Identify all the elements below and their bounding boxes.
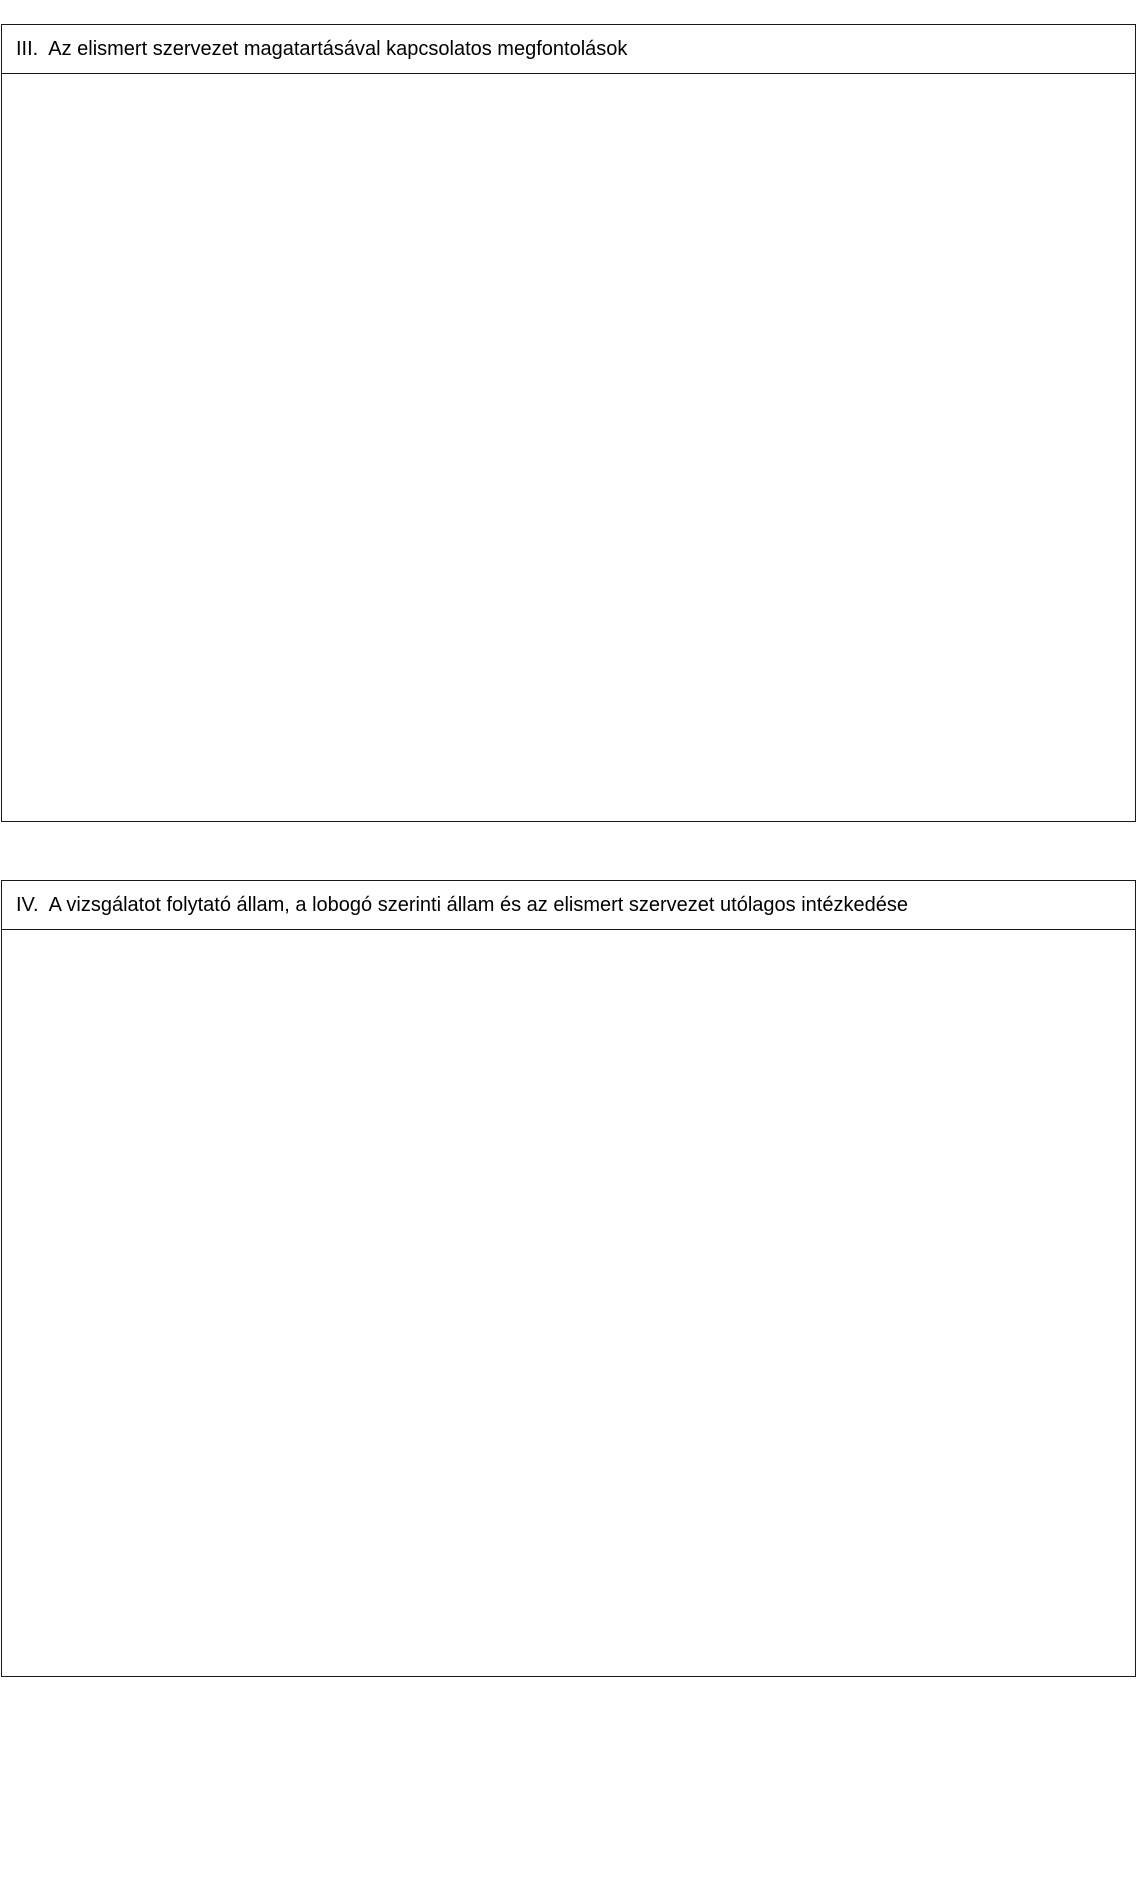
section-iii-header [2,25,1135,74]
section-iv [1,880,1136,1677]
section-iv-number: IV. [16,893,39,916]
section-iii-input-area[interactable] [2,74,1135,821]
section-iv-header [2,881,1135,930]
section-iv-input-area[interactable] [2,930,1135,1676]
section-iii-number: III. [16,37,39,60]
section-iii [1,24,1136,822]
section-iii-title: Az elismert szervezet magatartásával kapcsolatos megfontolások [48,37,628,60]
section-iv-title: A vizsgálatot folytató állam, a lobogó szerinti állam és az elismert szervezet utólagos intézkedése [48,893,908,916]
